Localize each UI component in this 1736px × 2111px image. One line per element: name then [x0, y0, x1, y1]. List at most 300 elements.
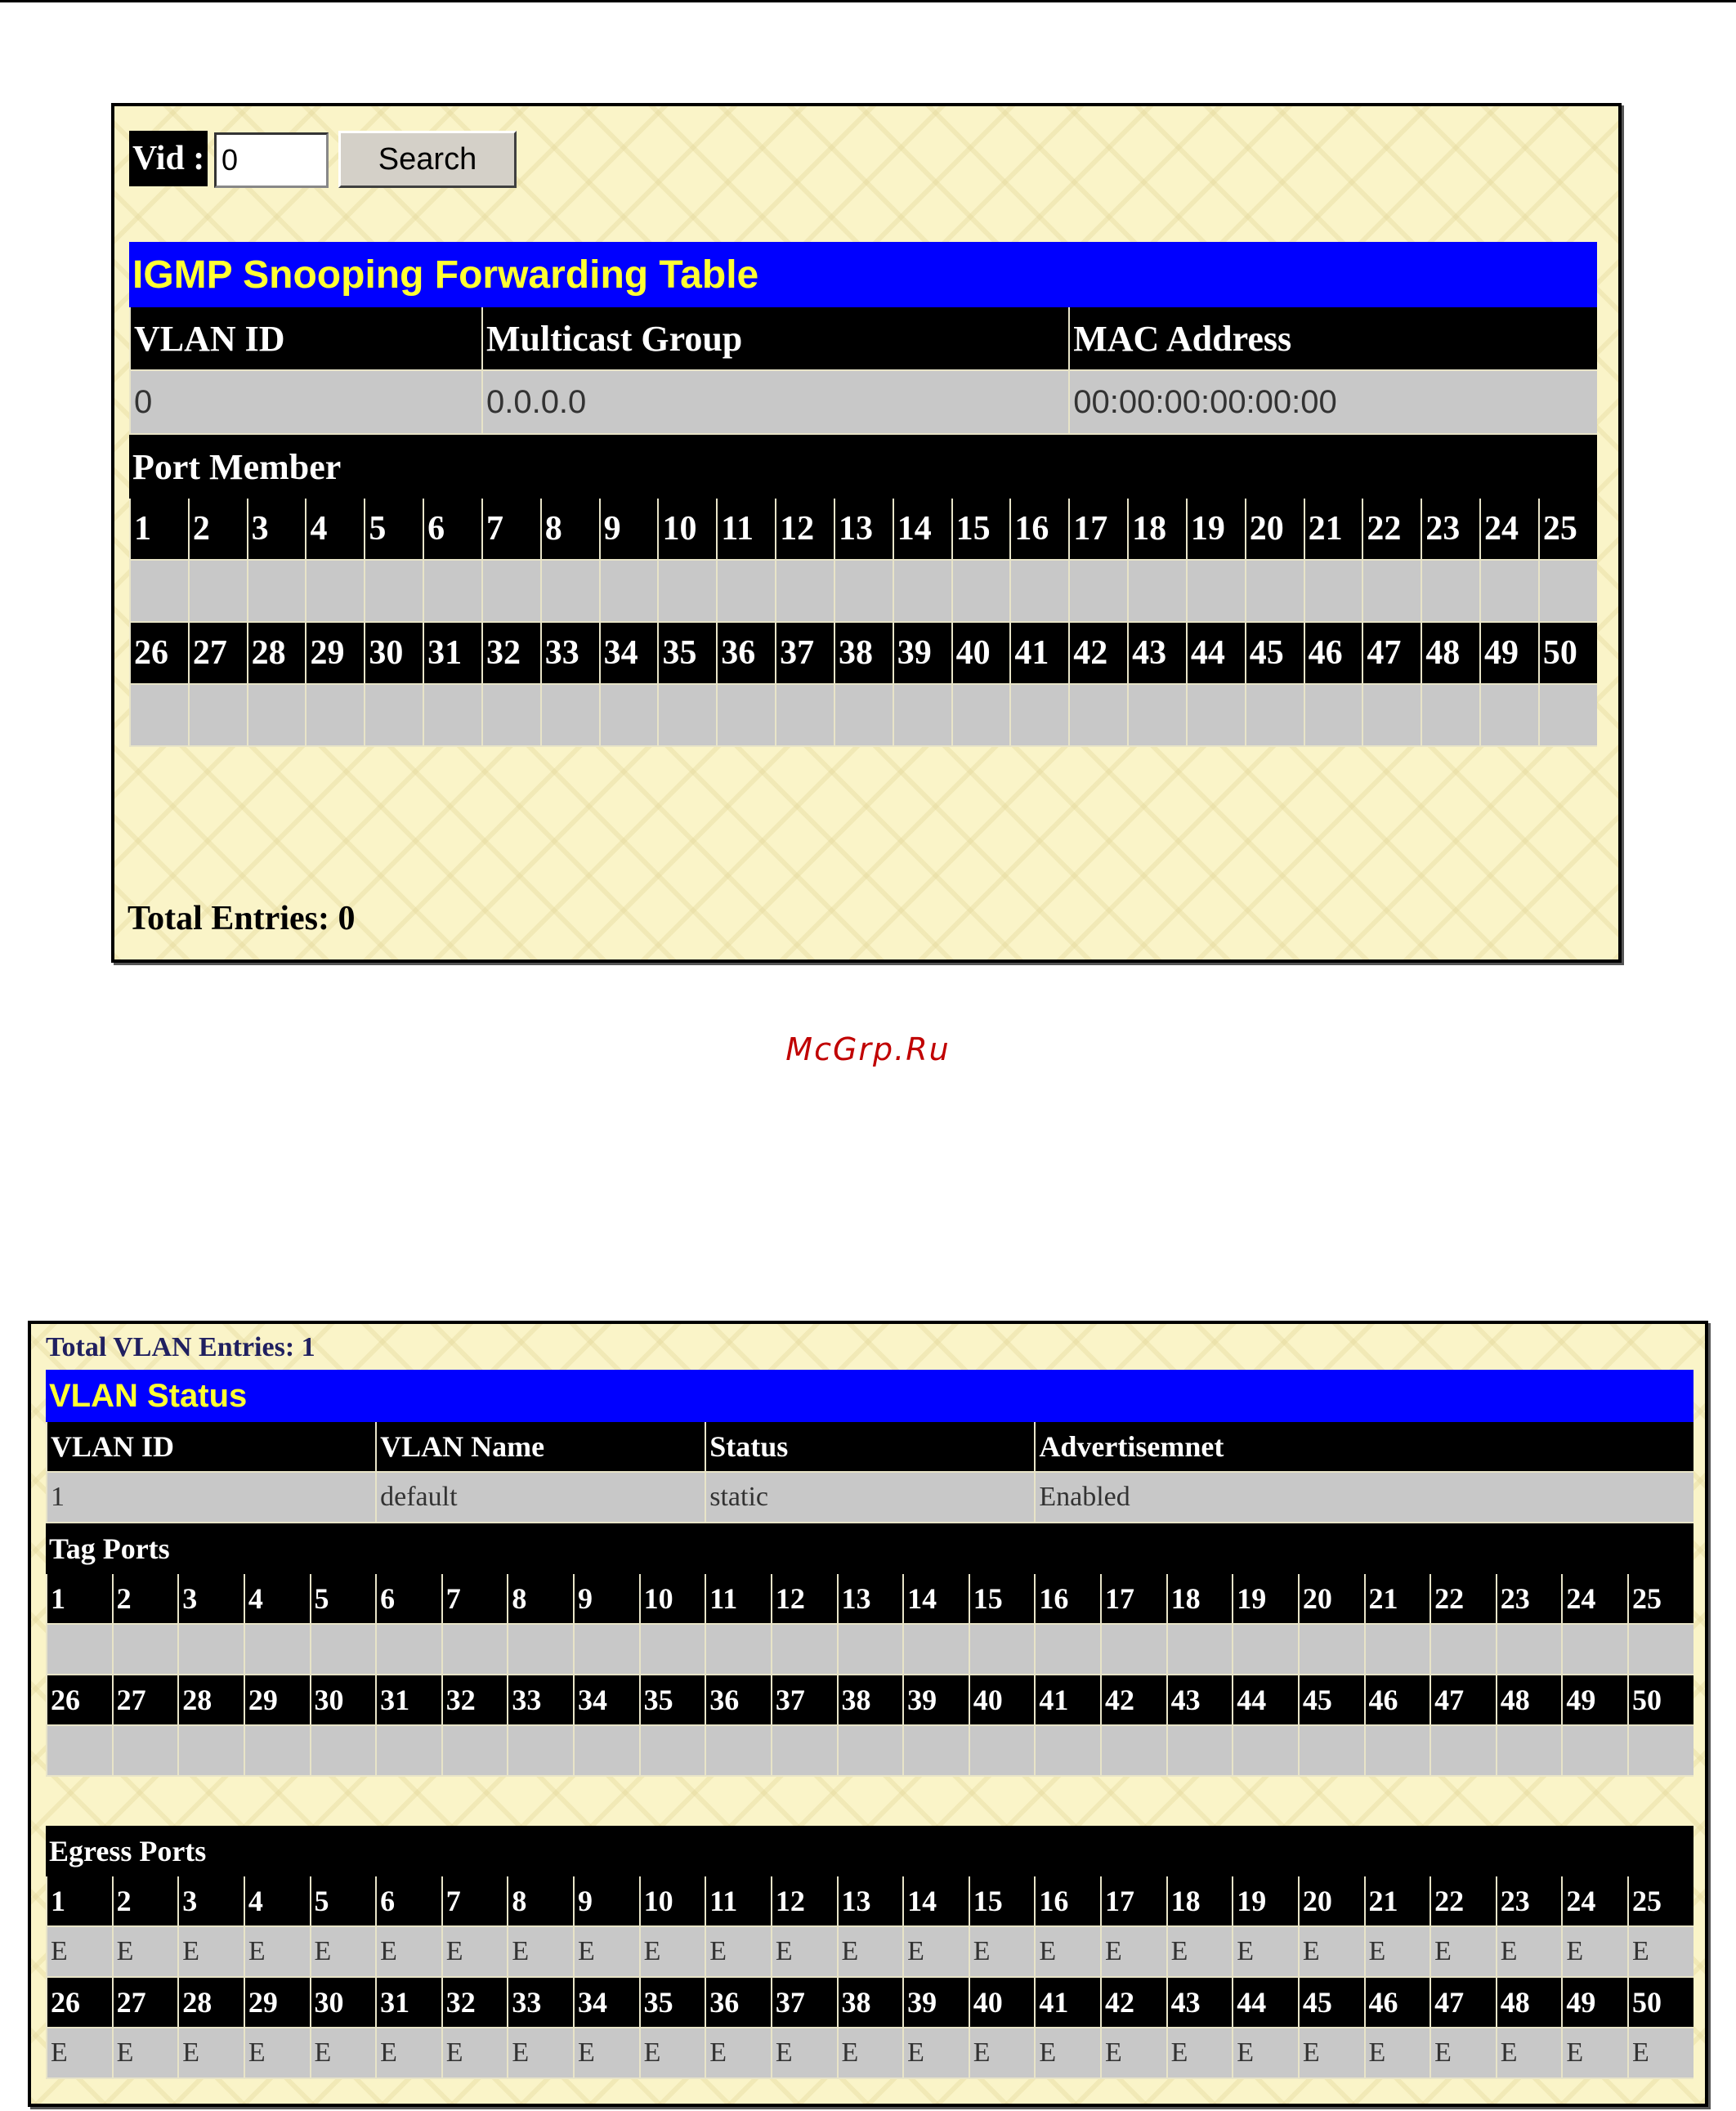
egress-port-number-cell: 7 — [441, 1876, 508, 1927]
igmp-snooping-panel — [111, 103, 1622, 963]
tag-port-number-cell: 45 — [1298, 1675, 1364, 1726]
tag-port-number-cell: 37 — [771, 1675, 837, 1726]
tag-port-number-cell: 48 — [1496, 1675, 1562, 1726]
egress-port-number-cell: 14 — [902, 1876, 969, 1927]
egress-port-value-cell: E — [507, 1927, 573, 1978]
tag-port-value-cell — [112, 1726, 178, 1777]
egress-port-value-cell: E — [1166, 1927, 1233, 1978]
port-member-cell — [1538, 685, 1597, 747]
egress-port-number-cell: 49 — [1561, 1978, 1627, 2028]
status-value: static — [705, 1473, 1034, 1523]
port-member-cell — [423, 685, 481, 747]
tag-port-value-cell — [573, 1625, 639, 1675]
port-member-cell — [893, 561, 951, 623]
tag-port-number-cell: 50 — [1627, 1675, 1693, 1726]
tag-port-number-cell: 14 — [902, 1574, 969, 1625]
port-number-cell: 40 — [951, 623, 1010, 685]
egress-port-number-cell: 34 — [573, 1978, 639, 2028]
egress-port-number-cell: 31 — [375, 1978, 441, 2028]
egress-port-value-cell: E — [1364, 1927, 1430, 1978]
port-member-cell — [1421, 561, 1479, 623]
vid-label: Vid : — [129, 131, 208, 186]
egress-port-value-cell: E — [1364, 2028, 1430, 2079]
egress-port-number-cell: 15 — [969, 1876, 1035, 1927]
egress-port-value-cell: E — [310, 1927, 376, 1978]
egress-port-value-cell: E — [1496, 2028, 1562, 2079]
port-number-cell: 28 — [247, 623, 306, 685]
tag-port-value-cell — [244, 1625, 310, 1675]
tag-port-number-cell: 21 — [1364, 1574, 1430, 1625]
egress-port-number-cell: 4 — [244, 1876, 310, 1927]
advertisement-value: Enabled — [1034, 1473, 1693, 1523]
tag-port-number-cell: 13 — [837, 1574, 903, 1625]
port-member-row — [129, 685, 1597, 747]
tag-port-number-cell: 35 — [639, 1675, 705, 1726]
port-member-cell — [1245, 685, 1304, 747]
port-number-cell: 30 — [364, 623, 423, 685]
port-member-cell — [1127, 561, 1186, 623]
egress-port-number-cell: 20 — [1298, 1876, 1364, 1927]
port-number-cell: 41 — [1009, 623, 1068, 685]
port-member-cell — [423, 561, 481, 623]
tag-port-value-cell — [1496, 1625, 1562, 1675]
tag-port-value-cell — [1430, 1726, 1496, 1777]
header-vlan-id: VLAN ID — [46, 1422, 375, 1473]
egress-port-value-cell: E — [1166, 2028, 1233, 2079]
watermark-text: McGrp.Ru — [785, 1031, 951, 1067]
egress-port-value-row — [46, 2028, 1693, 2079]
egress-port-number-cell: 2 — [112, 1876, 178, 1927]
egress-port-number-cell: 17 — [1100, 1876, 1166, 1927]
tag-port-number-cell: 40 — [969, 1675, 1035, 1726]
port-number-row — [129, 499, 1597, 561]
egress-port-number-cell: 46 — [1364, 1978, 1430, 2028]
egress-port-value-cell: E — [1627, 1927, 1693, 1978]
egress-port-value-cell: E — [639, 1927, 705, 1978]
tag-port-number-cell: 3 — [177, 1574, 244, 1625]
port-number-cell: 21 — [1304, 499, 1362, 561]
tag-port-value-cell — [771, 1625, 837, 1675]
port-member-cell — [1186, 561, 1245, 623]
port-number-cell: 25 — [1538, 499, 1597, 561]
egress-port-value-cell: E — [1298, 2028, 1364, 2079]
egress-port-number-cell: 29 — [244, 1978, 310, 2028]
egress-port-number-cell: 11 — [705, 1876, 771, 1927]
header-vlan-name: VLAN Name — [375, 1422, 705, 1473]
tag-port-number-cell: 15 — [969, 1574, 1035, 1625]
port-number-cell: 5 — [364, 499, 423, 561]
tag-port-value-cell — [1232, 1625, 1298, 1675]
tag-port-number-cell: 1 — [46, 1574, 112, 1625]
tag-port-value-cell — [902, 1726, 969, 1777]
egress-port-number-cell: 24 — [1561, 1876, 1627, 1927]
egress-port-number-cell: 1 — [46, 1876, 112, 1927]
tag-port-value-cell — [1034, 1625, 1100, 1675]
tag-port-value-cell — [375, 1726, 441, 1777]
egress-port-number-cell: 6 — [375, 1876, 441, 1927]
egress-port-value-cell: E — [177, 2028, 244, 2079]
egress-port-number-cell: 35 — [639, 1978, 705, 2028]
egress-port-number-row — [46, 1978, 1693, 2028]
egress-port-number-cell: 25 — [1627, 1876, 1693, 1927]
port-number-cell: 34 — [599, 623, 658, 685]
port-number-cell: 42 — [1068, 623, 1127, 685]
tag-port-number-cell: 27 — [112, 1675, 178, 1726]
port-member-cell — [599, 561, 658, 623]
tag-port-number-cell: 7 — [441, 1574, 508, 1625]
tag-port-number-cell: 44 — [1232, 1675, 1298, 1726]
port-member-cell — [305, 561, 364, 623]
egress-port-number-cell: 47 — [1430, 1978, 1496, 2028]
port-number-cell: 7 — [481, 499, 540, 561]
tag-port-number-cell: 46 — [1364, 1675, 1430, 1726]
tag-port-value-cell — [837, 1625, 903, 1675]
tag-port-number-cell: 4 — [244, 1574, 310, 1625]
egress-port-number-cell: 33 — [507, 1978, 573, 2028]
egress-port-number-cell: 12 — [771, 1876, 837, 1927]
port-member-cell — [1245, 561, 1304, 623]
tag-port-value-cell — [1100, 1726, 1166, 1777]
egress-port-value-cell: E — [1430, 2028, 1496, 2079]
egress-port-number-cell: 8 — [507, 1876, 573, 1927]
tag-port-value-cell — [1298, 1726, 1364, 1777]
port-member-label: Port Member — [129, 435, 1597, 499]
port-member-cell — [188, 685, 247, 747]
tag-port-number-cell: 38 — [837, 1675, 903, 1726]
egress-port-value-cell: E — [573, 1927, 639, 1978]
tag-port-number-cell: 8 — [507, 1574, 573, 1625]
egress-port-value-cell: E — [1100, 2028, 1166, 2079]
egress-port-number-cell: 16 — [1034, 1876, 1100, 1927]
port-member-cell — [188, 561, 247, 623]
port-number-cell: 32 — [481, 623, 540, 685]
egress-port-value-cell: E — [1561, 1927, 1627, 1978]
tag-port-number-cell: 20 — [1298, 1574, 1364, 1625]
tag-port-number-cell: 19 — [1232, 1574, 1298, 1625]
tag-port-number-cell: 49 — [1561, 1675, 1627, 1726]
egress-port-number-cell: 19 — [1232, 1876, 1298, 1927]
egress-port-value-cell: E — [1298, 1927, 1364, 1978]
port-member-cell — [540, 561, 599, 623]
egress-port-value-cell: E — [375, 1927, 441, 1978]
egress-port-value-cell: E — [1232, 1927, 1298, 1978]
tag-port-number-cell: 23 — [1496, 1574, 1562, 1625]
tag-port-value-cell — [1430, 1625, 1496, 1675]
egress-port-value-cell: E — [441, 2028, 508, 2079]
egress-port-number-cell: 21 — [1364, 1876, 1430, 1927]
port-number-cell: 20 — [1245, 499, 1304, 561]
port-number-cell: 35 — [657, 623, 716, 685]
egress-port-value-cell: E — [244, 1927, 310, 1978]
tag-port-value-cell — [177, 1726, 244, 1777]
tag-port-value-cell — [310, 1726, 376, 1777]
port-member-cell — [1127, 685, 1186, 747]
top-border-line — [0, 0, 1736, 2]
egress-ports-table — [46, 1826, 1693, 2079]
egress-port-value-cell: E — [507, 2028, 573, 2079]
egress-port-value-cell: E — [902, 1927, 969, 1978]
egress-port-number-cell: 40 — [969, 1978, 1035, 2028]
egress-port-value-cell: E — [310, 2028, 376, 2079]
port-number-cell: 3 — [247, 499, 306, 561]
egress-port-value-row — [46, 1927, 1693, 1978]
igmp-forwarding-table — [129, 242, 1597, 747]
tag-port-number-cell: 16 — [1034, 1574, 1100, 1625]
egress-port-number-cell: 18 — [1166, 1876, 1233, 1927]
tag-port-value-row — [46, 1625, 1693, 1675]
tag-port-value-cell — [705, 1625, 771, 1675]
egress-port-value-cell: E — [771, 2028, 837, 2079]
port-number-cell: 22 — [1362, 499, 1421, 561]
search-button[interactable]: Search — [338, 131, 517, 188]
port-member-cell — [1304, 561, 1362, 623]
port-number-cell: 48 — [1421, 623, 1479, 685]
port-number-cell: 50 — [1538, 623, 1597, 685]
tag-port-number-cell: 47 — [1430, 1675, 1496, 1726]
egress-port-value-cell: E — [705, 1927, 771, 1978]
egress-port-number-cell: 50 — [1627, 1978, 1693, 2028]
port-member-cell — [364, 561, 423, 623]
egress-port-number-cell: 45 — [1298, 1978, 1364, 2028]
egress-port-number-cell: 44 — [1232, 1978, 1298, 2028]
port-number-cell: 14 — [893, 499, 951, 561]
egress-port-value-cell: E — [375, 2028, 441, 2079]
port-member-cell — [247, 685, 306, 747]
egress-port-value-cell: E — [902, 2028, 969, 2079]
port-number-cell: 24 — [1479, 499, 1538, 561]
tag-port-value-cell — [1364, 1625, 1430, 1675]
port-number-cell: 19 — [1186, 499, 1245, 561]
tag-port-number-cell: 43 — [1166, 1675, 1233, 1726]
port-member-cell — [657, 561, 716, 623]
port-member-cell — [834, 561, 893, 623]
tag-port-number-cell: 31 — [375, 1675, 441, 1726]
tag-port-value-cell — [1298, 1625, 1364, 1675]
port-member-cell — [951, 561, 1010, 623]
tag-port-value-cell — [507, 1625, 573, 1675]
tag-port-number-cell: 28 — [177, 1675, 244, 1726]
tag-port-number-cell: 22 — [1430, 1574, 1496, 1625]
tag-port-value-cell — [1100, 1625, 1166, 1675]
port-number-cell: 45 — [1245, 623, 1304, 685]
tag-port-number-cell: 17 — [1100, 1574, 1166, 1625]
multicast-group-value: 0.0.0.0 — [481, 371, 1068, 435]
tag-port-value-cell — [969, 1625, 1035, 1675]
tag-port-value-cell — [771, 1726, 837, 1777]
vid-input[interactable] — [214, 132, 329, 188]
tag-port-value-cell — [639, 1625, 705, 1675]
tag-port-value-cell — [1232, 1726, 1298, 1777]
egress-port-number-cell: 10 — [639, 1876, 705, 1927]
tag-port-number-row — [46, 1675, 1693, 1726]
port-number-cell: 15 — [951, 499, 1010, 561]
tag-port-number-cell: 33 — [507, 1675, 573, 1726]
port-member-cell — [1362, 561, 1421, 623]
port-number-cell: 36 — [716, 623, 775, 685]
header-status: Status — [705, 1422, 1034, 1473]
egress-port-value-cell: E — [969, 2028, 1035, 2079]
tag-ports-label: Tag Ports — [46, 1523, 1693, 1574]
port-number-cell: 26 — [129, 623, 188, 685]
port-member-cell — [775, 561, 834, 623]
tag-port-value-cell — [1561, 1726, 1627, 1777]
table-title: VLAN Status — [46, 1370, 1693, 1422]
tag-port-value-cell — [441, 1726, 508, 1777]
tag-port-value-cell — [507, 1726, 573, 1777]
port-number-cell: 12 — [775, 499, 834, 561]
tag-port-value-cell — [1364, 1726, 1430, 1777]
egress-port-value-cell: E — [1034, 1927, 1100, 1978]
port-member-cell — [129, 685, 188, 747]
tag-port-number-cell: 12 — [771, 1574, 837, 1625]
egress-port-value-cell: E — [771, 1927, 837, 1978]
port-member-cell — [775, 685, 834, 747]
tag-port-value-cell — [375, 1625, 441, 1675]
egress-port-value-cell: E — [46, 1927, 112, 1978]
egress-port-value-cell: E — [1034, 2028, 1100, 2079]
egress-port-value-cell: E — [573, 2028, 639, 2079]
egress-port-value-cell: E — [177, 1927, 244, 1978]
port-member-cell — [129, 561, 188, 623]
tag-port-number-cell: 6 — [375, 1574, 441, 1625]
egress-port-number-cell: 38 — [837, 1978, 903, 2028]
tag-port-value-cell — [46, 1726, 112, 1777]
egress-port-value-cell: E — [1430, 1927, 1496, 1978]
egress-port-value-cell: E — [705, 2028, 771, 2079]
egress-port-number-cell: 36 — [705, 1978, 771, 2028]
port-member-cell — [481, 685, 540, 747]
tag-port-value-cell — [1166, 1625, 1233, 1675]
egress-port-number-cell: 26 — [46, 1978, 112, 2028]
egress-port-value-cell: E — [639, 2028, 705, 2079]
port-member-cell — [1068, 685, 1127, 747]
port-member-cell — [1538, 561, 1597, 623]
tag-port-number-cell: 32 — [441, 1675, 508, 1726]
tag-port-number-cell: 29 — [244, 1675, 310, 1726]
port-member-row — [129, 561, 1597, 623]
port-number-cell: 33 — [540, 623, 599, 685]
port-number-cell: 1 — [129, 499, 188, 561]
egress-port-number-cell: 48 — [1496, 1978, 1562, 2028]
tag-port-value-cell — [1627, 1726, 1693, 1777]
port-member-cell — [247, 561, 306, 623]
tag-port-value-cell — [310, 1625, 376, 1675]
port-member-cell — [364, 685, 423, 747]
port-member-cell — [1068, 561, 1127, 623]
port-number-cell: 17 — [1068, 499, 1127, 561]
port-number-cell: 27 — [188, 623, 247, 685]
total-vlan-entries: Total VLAN Entries: 1 — [46, 1332, 315, 1362]
port-number-cell: 47 — [1362, 623, 1421, 685]
tag-port-value-cell — [177, 1625, 244, 1675]
tag-port-value-cell — [969, 1726, 1035, 1777]
port-number-cell: 9 — [599, 499, 658, 561]
egress-port-number-cell: 3 — [177, 1876, 244, 1927]
port-number-cell: 18 — [1127, 499, 1186, 561]
tag-port-value-cell — [1496, 1726, 1562, 1777]
port-number-cell: 43 — [1127, 623, 1186, 685]
tag-port-number-cell: 26 — [46, 1675, 112, 1726]
egress-port-number-cell: 13 — [837, 1876, 903, 1927]
egress-port-value-cell: E — [441, 1927, 508, 1978]
egress-port-number-cell: 32 — [441, 1978, 508, 2028]
port-member-cell — [1362, 685, 1421, 747]
egress-port-value-cell: E — [1496, 1927, 1562, 1978]
header-mac-address: MAC Address — [1068, 307, 1597, 371]
tag-port-number-row — [46, 1574, 1693, 1625]
port-member-cell — [893, 685, 951, 747]
port-number-cell: 29 — [305, 623, 364, 685]
egress-port-value-cell: E — [1100, 1927, 1166, 1978]
port-number-cell: 4 — [305, 499, 364, 561]
port-member-cell — [1479, 685, 1538, 747]
table-title: IGMP Snooping Forwarding Table — [129, 242, 1597, 307]
tag-port-number-cell: 39 — [902, 1675, 969, 1726]
tag-port-number-cell: 41 — [1034, 1675, 1100, 1726]
port-member-cell — [305, 685, 364, 747]
tag-port-value-cell — [1034, 1726, 1100, 1777]
egress-port-number-cell: 39 — [902, 1978, 969, 2028]
header-multicast-group: Multicast Group — [481, 307, 1068, 371]
tag-port-number-cell: 9 — [573, 1574, 639, 1625]
tag-port-number-cell: 18 — [1166, 1574, 1233, 1625]
tag-port-number-cell: 25 — [1627, 1574, 1693, 1625]
egress-port-value-cell: E — [112, 2028, 178, 2079]
total-entries: Total Entries: 0 — [128, 900, 356, 937]
egress-port-value-cell: E — [1561, 2028, 1627, 2079]
egress-port-value-cell: E — [1627, 2028, 1693, 2079]
tag-port-number-cell: 24 — [1561, 1574, 1627, 1625]
port-number-cell: 23 — [1421, 499, 1479, 561]
port-number-cell: 6 — [423, 499, 481, 561]
tag-port-number-cell: 30 — [310, 1675, 376, 1726]
egress-port-number-row — [46, 1876, 1693, 1927]
tag-port-number-cell: 34 — [573, 1675, 639, 1726]
vlan-id-value: 0 — [129, 371, 481, 435]
port-member-cell — [599, 685, 658, 747]
port-number-cell: 49 — [1479, 623, 1538, 685]
tag-port-number-cell: 36 — [705, 1675, 771, 1726]
port-member-cell — [657, 685, 716, 747]
port-number-cell: 38 — [834, 623, 893, 685]
egress-port-number-cell: 5 — [310, 1876, 376, 1927]
egress-port-number-cell: 23 — [1496, 1876, 1562, 1927]
tag-port-value-cell — [1166, 1726, 1233, 1777]
egress-port-number-cell: 27 — [112, 1978, 178, 2028]
tag-port-value-row — [46, 1726, 1693, 1777]
vlan-status-panel — [28, 1321, 1708, 2107]
port-member-cell — [1186, 685, 1245, 747]
header-vlan-id: VLAN ID — [129, 307, 481, 371]
vlan-name-value: default — [375, 1473, 705, 1523]
port-member-cell — [716, 685, 775, 747]
egress-port-number-cell: 37 — [771, 1978, 837, 2028]
tag-port-number-cell: 11 — [705, 1574, 771, 1625]
port-number-cell: 16 — [1009, 499, 1068, 561]
vlan-status-table — [46, 1370, 1693, 1777]
port-member-cell — [1421, 685, 1479, 747]
port-number-cell: 37 — [775, 623, 834, 685]
port-member-cell — [951, 685, 1010, 747]
port-member-cell — [834, 685, 893, 747]
port-member-cell — [1009, 685, 1068, 747]
port-member-cell — [1009, 561, 1068, 623]
egress-ports-label: Egress Ports — [46, 1826, 1693, 1876]
port-member-cell — [1479, 561, 1538, 623]
tag-port-value-cell — [46, 1625, 112, 1675]
port-member-cell — [1304, 685, 1362, 747]
mac-address-value: 00:00:00:00:00:00 — [1068, 371, 1597, 435]
